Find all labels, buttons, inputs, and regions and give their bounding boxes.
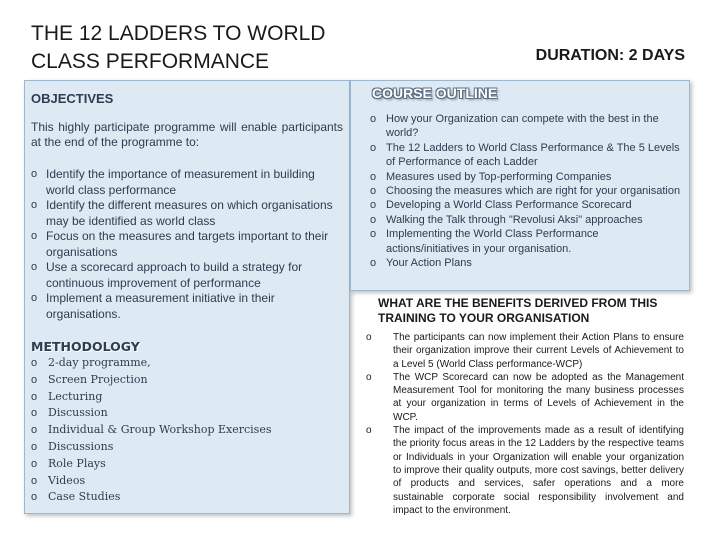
- objective-item: o Identify the different measures on which organisations may be identified as world class: [31, 198, 343, 229]
- objective-item: o Use a scorecard approach to build a strategy for continuous improvement of performance: [31, 260, 343, 291]
- methodology-item: o 2-day programme,: [31, 355, 271, 372]
- benefit-item: o The participants can now implement their Action Plans to ensure their organization improve their current Levels of Achievement to a Level 5 (World Class performance-WCP): [366, 331, 684, 371]
- benefit-item: o The impact of the improvements made as a result of identifying the priority focus areas in the 12 Ladders by the respective teams or Individuals in your Organization will enable your organization to improve their quality outputs, more cost savings, better delivery of products and services, safer operations and a more sustainable corporate social responsibility involvement and impact to the environment.: [366, 424, 684, 517]
- objectives-heading: OBJECTIVES: [31, 91, 114, 106]
- methodology-item: o Individual & Group Workshop Exercises: [31, 422, 271, 439]
- benefits-list: [366, 331, 684, 517]
- outline-item: o Developing a World Class Performance Scorecard: [370, 198, 682, 212]
- methodology-item: o Role Plays: [31, 456, 271, 473]
- page-title: THE 12 LADDERS TO WORLD CLASS PERFORMANCE: [31, 22, 326, 73]
- benefits-heading: WHAT ARE THE BENEFITS DERIVED FROM THIS TRAINING TO YOUR ORGANISATION: [378, 296, 658, 325]
- outline-item: o How your Organization can compete with the best in the world?: [370, 112, 682, 141]
- outline-item: o Choosing the measures which are right for your organisation: [370, 184, 682, 198]
- outline-item: o Walking the Talk through "Revolusi Aksi" approaches: [370, 213, 682, 227]
- course-outline-list: [370, 112, 682, 270]
- methodology-item: o Videos: [31, 473, 271, 490]
- methodology-item: o Lecturing: [31, 389, 271, 406]
- methodology-heading: METHODOLOGY: [31, 339, 140, 354]
- methodology-item: o Discussion: [31, 405, 271, 422]
- methodology-item: o Discussions: [31, 439, 271, 456]
- duration-label: DURATION: 2 DAYS: [535, 47, 685, 64]
- methodology-list: [31, 355, 271, 506]
- benefit-item: o The WCP Scorecard can now be adopted as the Management Measurement Tool for monitoring the many business processes at your organization in terms of Levels of Achievement in the WCP.: [366, 371, 684, 424]
- outline-item: o The 12 Ladders to World Class Performance & The 5 Levels of Performance of each Ladder: [370, 141, 682, 170]
- outline-item: o Measures used by Top-performing Companies: [370, 170, 682, 184]
- course-outline-heading: COURSE OUTLINE: [372, 85, 498, 101]
- methodology-item: o Case Studies: [31, 489, 271, 506]
- outline-item: o Implementing the World Class Performance actions/initiatives in your organisation.: [370, 227, 682, 256]
- objective-item: o Identify the importance of measurement in building world class performance: [31, 167, 343, 198]
- objective-item: o Focus on the measures and targets important to their organisations: [31, 229, 343, 260]
- methodology-item: o Screen Projection: [31, 372, 271, 389]
- objective-item: o Implement a measurement initiative in their organisations.: [31, 291, 343, 322]
- outline-item: o Your Action Plans: [370, 256, 682, 270]
- objectives-intro: This highly participate programme will enable participants at the end of the programme to:: [31, 120, 343, 149]
- objectives-list: [31, 167, 343, 322]
